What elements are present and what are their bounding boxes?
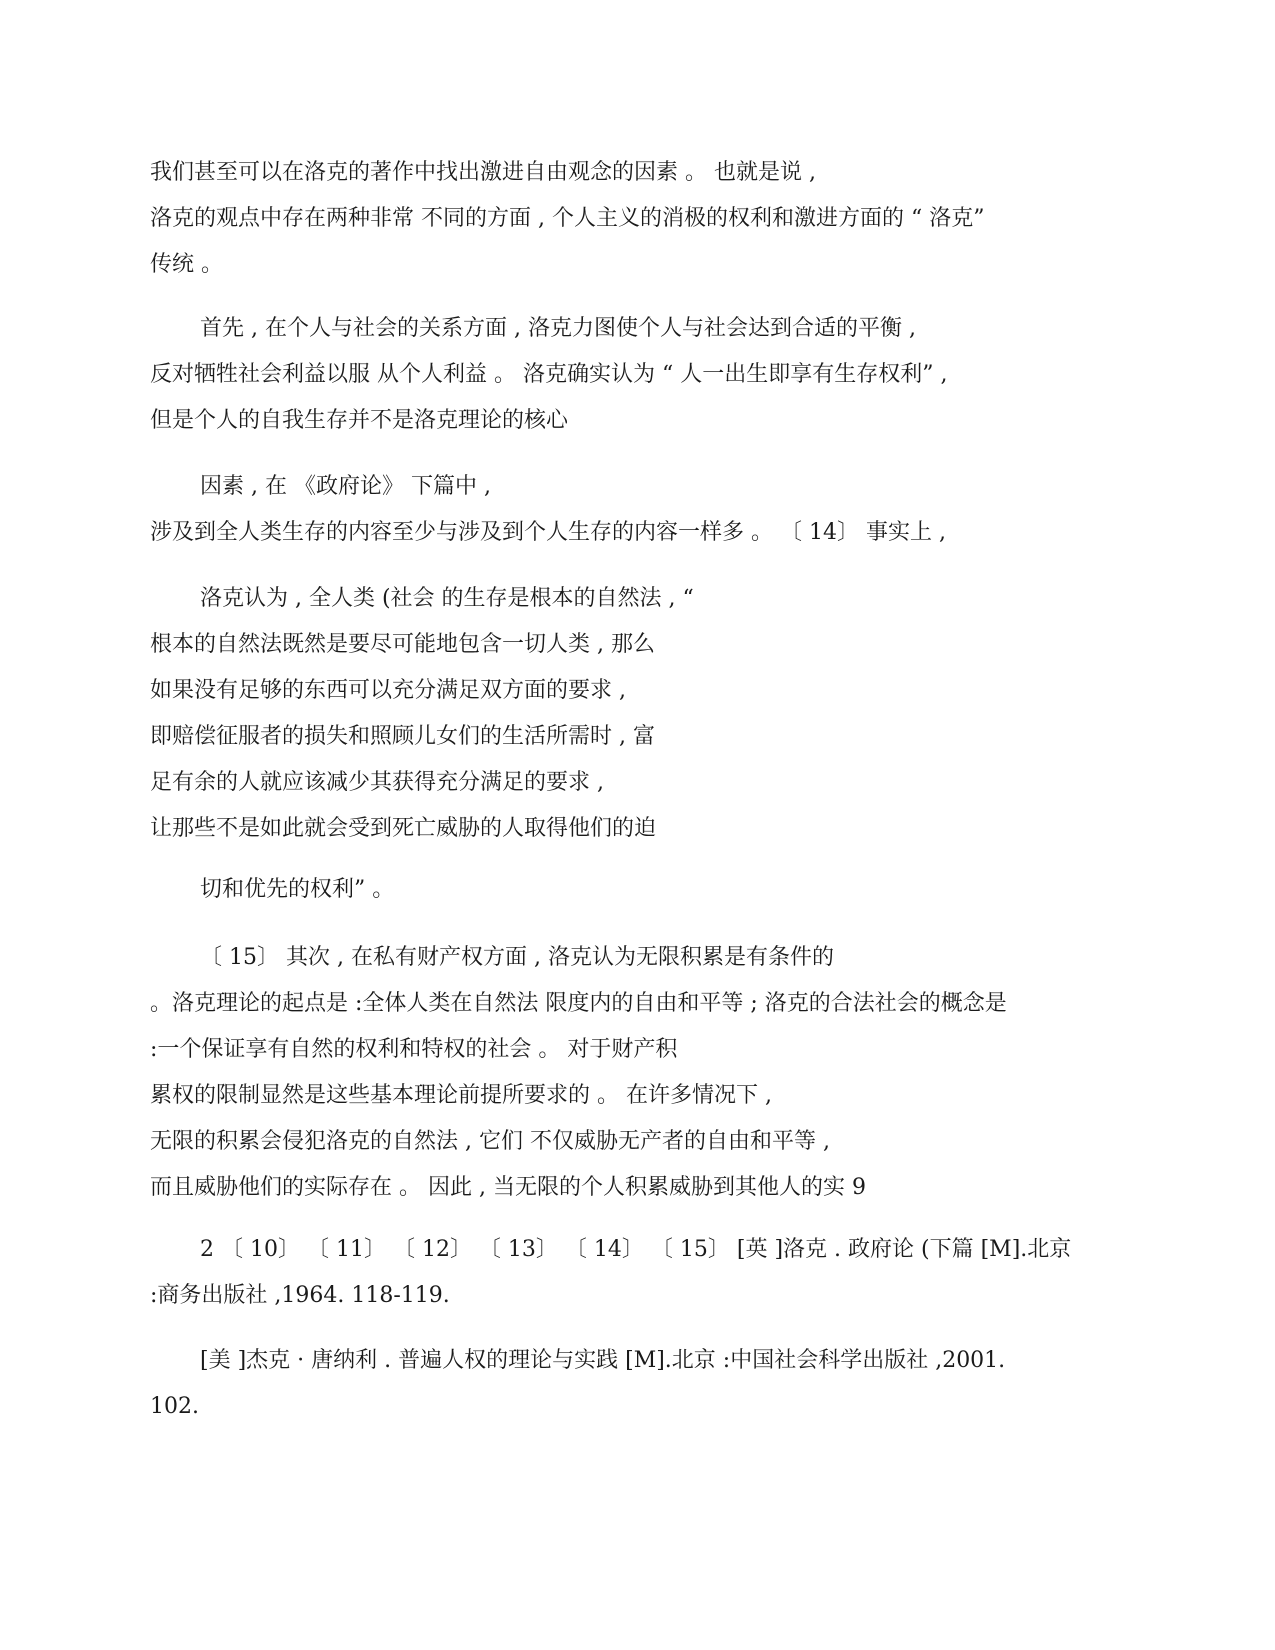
text-line: 累权的限制显然是这些基本理论前提所要求的 。 在许多情况下 , — [150, 1083, 772, 1108]
text-line: 涉及到全人类生存的内容至少与涉及到个人生存的内容一样多 。 〔 14〕 事实上 , — [150, 520, 946, 545]
text-line: 102. — [150, 1394, 199, 1419]
text-line: 而且威胁他们的实际存在 。 因此 , 当无限的个人积累威胁到其他人的实 9 — [150, 1175, 866, 1200]
text-line: 但是个人的自我生存并不是洛克理论的核心 — [150, 408, 569, 433]
text-line: :商务出版社 ,1964. 118-119. — [150, 1283, 450, 1308]
paragraph-4 — [150, 576, 1150, 852]
paragraph-3 — [150, 464, 1150, 556]
text-line: 无限的积累会侵犯洛克的自然法 , 它们 不仅威胁无产者的自由和平等 , — [150, 1129, 830, 1154]
text-line: 首先 , 在个人与社会的关系方面 , 洛克力图使个人与社会达到合适的平衡 , — [200, 316, 916, 341]
paragraph-2 — [150, 306, 1150, 444]
text-line: [美 ]杰克 · 唐纳利 . 普遍人权的理论与实践 [M].北京 :中国社会科学出版社 ,2001. — [200, 1348, 1006, 1373]
text-line: 切和优先的权利” 。 — [200, 877, 395, 902]
footnote-citation-1 — [150, 1227, 1150, 1319]
text-line: 反对牺牲社会利益以服 从个人利益 。 洛克确实认为 “ 人一出生即享有生存权利” , — [150, 362, 948, 387]
text-line: :一个保证享有自然的权利和特权的社会 。 对于财产积 — [150, 1037, 678, 1062]
text-line: 洛克认为 , 全人类 (社会 的生存是根本的自然法 , “ — [200, 586, 694, 611]
text-line: 让那些不是如此就会受到死亡威胁的人取得他们的迫 — [150, 816, 657, 841]
text-line: 足有余的人就应该减少其获得充分满足的要求 , — [150, 770, 604, 795]
text-line: 如果没有足够的东西可以充分满足双方面的要求 , — [150, 678, 626, 703]
text-line: 〔 15〕 其次 , 在私有财产权方面 , 洛克认为无限积累是有条件的 — [200, 945, 834, 970]
text-line: 2 〔 10〕 〔 11〕 〔 12〕 〔 13〕 〔 14〕 〔 15〕 [英 ]洛克 . 政府论 (下篇 [M].北京 — [200, 1237, 1072, 1262]
footnote-citation-2 — [150, 1338, 1150, 1430]
text-line: 。洛克理论的起点是 :全体人类在自然法 限度内的自由和平等 ; 洛克的合法社会的概念是 — [150, 991, 1007, 1016]
text-line: 洛克的观点中存在两种非常 不同的方面 , 个人主义的消极的权利和激进方面的 “ 洛克” — [150, 206, 985, 231]
text-line: 因素 , 在 《政府论》 下篇中 , — [200, 474, 491, 499]
paragraph-1 — [150, 150, 1150, 288]
text-line: 传统 。 — [150, 252, 223, 277]
text-line: 即赔偿征服者的损失和照顾儿女们的生活所需时 , 富 — [150, 724, 655, 749]
text-line: 我们甚至可以在洛克的著作中找出激进自由观念的因素 。 也就是说 , — [150, 160, 816, 185]
paragraph-6 — [150, 935, 1150, 1211]
text-line: 根本的自然法既然是要尽可能地包含一切人类 , 那么 — [150, 632, 655, 657]
paragraph-5 — [150, 867, 1150, 913]
